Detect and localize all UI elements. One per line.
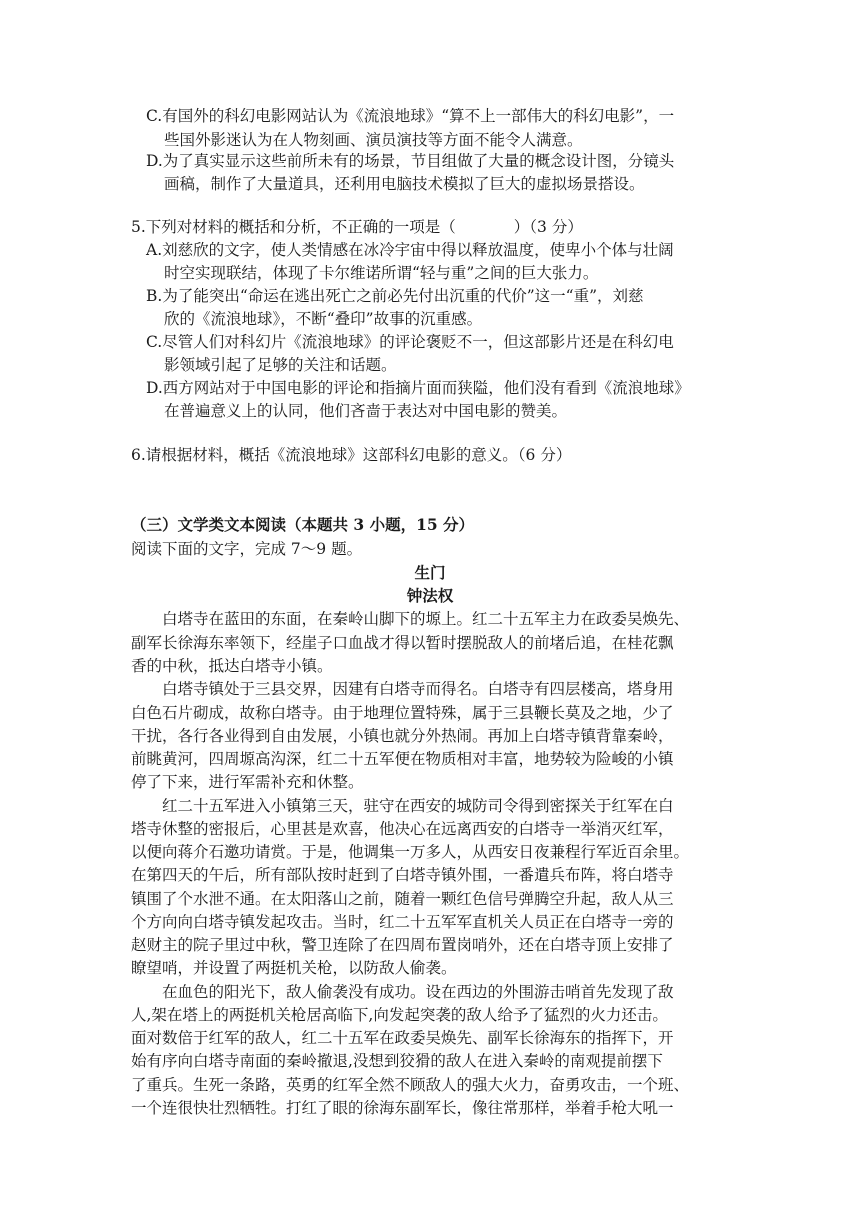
q5-stem-text: 5.下列对材料的概括和分析，不正确的一项是（ bbox=[131, 218, 456, 236]
body-line: 香的中秋，抵达白塔寺小镇。 bbox=[131, 657, 333, 675]
q4-option-c-line2: 些国外影迷认为在人物刻画、演员演技等方面不能令人满意。 bbox=[164, 131, 583, 149]
body-line: 面对数倍于红军的敌人，红二十五军在政委吴焕先、副军长徐海东的指挥下，开 bbox=[131, 1029, 674, 1047]
body-line: 塔寺休整的密报后，心里甚是欢喜，他决心在远离西安的白塔寺一举消灭红军， bbox=[131, 820, 674, 838]
body-line: 白色石片砌成，故称白塔寺。由于地理位置特殊，属于三县鞭长莫及之地，少了 bbox=[131, 704, 674, 722]
body-line: 镇围了个水泄不通。在太阳落山之前，随着一颗红色信号弹腾空升起，敌人从三 bbox=[131, 890, 674, 908]
q5-option-c-line1: C.尽管人们对科幻片《流浪地球》的评论褒贬不一，但这部影片还是在科幻电 bbox=[146, 333, 674, 351]
q5-stem-score: ）（3 分） bbox=[513, 218, 583, 236]
body-line: 前眺黄河，四周塬高沟深，红二十五军便在物质相对丰富，地势较为险峻的小镇 bbox=[131, 750, 674, 768]
q6-stem: 6.请根据材料，概括《流浪地球》这部科幻电影的意义。（6 分） bbox=[131, 446, 572, 464]
q4-option-d-line2: 画稿，制作了大量道具，还利用电脑技术模拟了巨大的虚拟场景搭设。 bbox=[164, 175, 645, 193]
body-line: 在第四天的午后，所有部队按时赶到了白塔寺镇外围，一番遣兵布阵，将白塔寺 bbox=[131, 866, 674, 884]
q4-option-d-line1: D.为了真实显示这些前所未有的场景，节目组做了大量的概念设计图，分镜头 bbox=[146, 152, 675, 170]
q5-option-b-line2: 欣的《流浪地球》，不断“叠印”故事的沉重感。 bbox=[164, 310, 483, 328]
body-line: 副军长徐海东率领下，经崖子口血战才得以暂时摆脱敌人的前堵后追，在桂花飘 bbox=[131, 634, 674, 652]
body-line: 瞭望哨，并设置了两挺机关枪，以防敌人偷袭。 bbox=[131, 959, 457, 977]
body-line: 赵财主的院子里过中秋，警卫连除了在四周布置岗哨外，还在白塔寺顶上安排了 bbox=[131, 936, 674, 954]
body-line: 红二十五军进入小镇第三天，驻守在西安的城防司令得到密探关于红军在白 bbox=[162, 797, 674, 815]
body-line: 了重兵。生死一条路，英勇的红军全然不顾敌人的强大火力，奋勇攻击，一个班、 bbox=[131, 1076, 690, 1094]
body-line: 一个连很快壮烈牺牲。打红了眼的徐海东副军长，像往常那样，举着手枪大吼一 bbox=[131, 1099, 674, 1117]
q5-option-d-line1: D.西方网站对于中国电影的评论和指摘片面而狭隘，他们没有看到《流浪地球》 bbox=[146, 379, 690, 397]
q4-option-c-line1: C.有国外的科幻电影网站认为《流浪地球》“算不上一部伟大的科幻电影”，一 bbox=[146, 107, 675, 125]
body-line: 停了下来，进行军需补充和休整。 bbox=[131, 773, 364, 791]
story-title: 生门 bbox=[414, 563, 446, 582]
q5-option-a-line1: A.刘慈欣的文字，使人类情感在冰冷宇宙中得以释放温度，使卑小个体与壮阔 bbox=[146, 241, 674, 259]
q5-option-d-line2: 在普遍意义上的认同，他们吝啬于表达对中国电影的赞美。 bbox=[164, 402, 568, 420]
section-heading: （三）文学类文本阅读（本题共 3 小题，15 分） bbox=[131, 515, 475, 534]
section-instruction: 阅读下面的文字，完成 7～9 题。 bbox=[131, 540, 363, 558]
body-line: 个方向向白塔寺镇发起攻击。当时，红二十五军军直机关人员正在白塔寺一旁的 bbox=[131, 913, 674, 931]
q5-stem bbox=[131, 216, 583, 238]
body-line: 人,架在塔上的两挺机关枪居高临下,向发起突袭的敌人给予了猛烈的火力还击。 bbox=[131, 1006, 668, 1024]
story-author: 钟法权 bbox=[406, 586, 454, 605]
q5-option-c-line2: 影领域引起了足够的关注和话题。 bbox=[164, 356, 397, 374]
body-line: 在血色的阳光下，敌人偷袭没有成功。设在西边的外围游击哨首先发现了敌 bbox=[162, 983, 674, 1001]
body-line: 干扰，各行各业得到自由发展，小镇也就分外热闹。再加上白塔寺镇背靠秦岭， bbox=[131, 727, 674, 745]
q5-option-a-line2: 时空实现联结，体现了卡尔维诺所谓“轻与重”之间的巨大张力。 bbox=[164, 264, 599, 282]
body-line: 以便向蒋介石邀功请赏。于是，他调集一万多人，从西安日夜兼程行军近百余里。 bbox=[131, 843, 690, 861]
body-line: 白塔寺镇处于三县交界，因建有白塔寺而得名。白塔寺有四层楼高，塔身用 bbox=[162, 680, 674, 698]
q5-option-b-line1: B.为了能突出“命运在逃出死亡之前必先付出沉重的代价”这一“重”，刘慈 bbox=[146, 287, 644, 305]
body-line: 始有序向白塔寺南面的秦岭撤退,没想到狡猾的敌人在进入秦岭的南观提前摆下 bbox=[131, 1052, 663, 1070]
body-line: 白塔寺在蓝田的东面，在秦岭山脚下的塬上。红二十五军主力在政委吴焕先、 bbox=[162, 610, 690, 628]
